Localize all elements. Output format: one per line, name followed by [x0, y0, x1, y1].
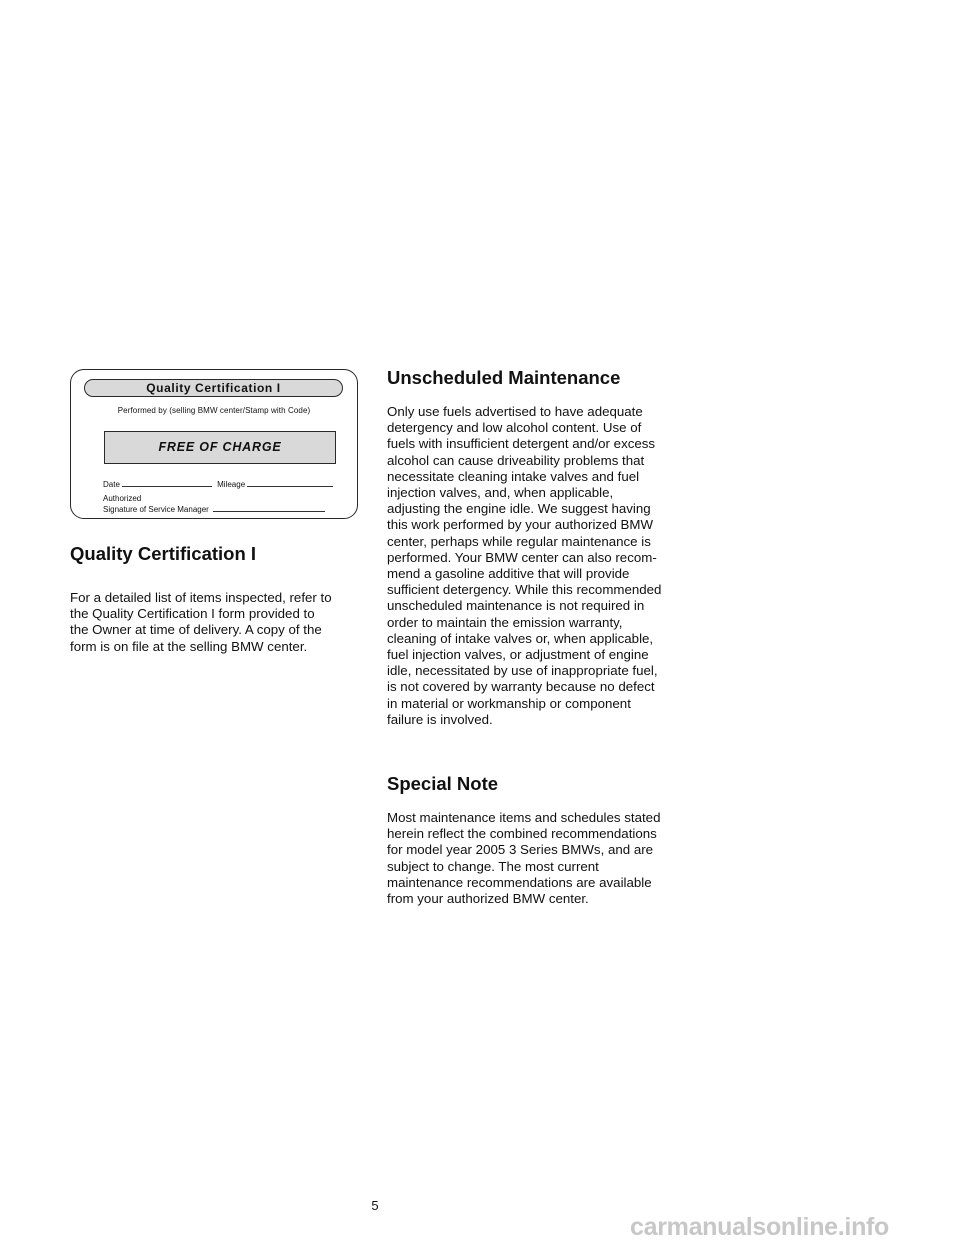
form-subtitle: Performed by (selling BMW center/Stamp with Code): [117, 406, 311, 415]
unscheduled-maintenance-paragraph: [387, 404, 661, 728]
text-line: unscheduled maintenance is not required in: [387, 598, 645, 614]
text-line: injection valves, and, when applicable,: [387, 485, 614, 501]
text-line: detergency and low alcohol content. Use of: [387, 420, 642, 436]
text-line: alcohol can cause driveability problems that: [387, 452, 645, 468]
text-line: order to maintain the emission warranty,: [387, 614, 623, 630]
text-line: Most maintenance items and schedules stated: [387, 810, 661, 825]
date-mileage-row: [103, 478, 333, 489]
form-title: Quality Certification I: [84, 379, 343, 397]
special-note-heading: Special Note: [387, 773, 499, 794]
text-line: fuels with insufficient detergent and/or excess: [387, 436, 656, 452]
watermark: carmanualsonline.info: [630, 1213, 890, 1241]
signature-label: Signature of Service Manager: [103, 505, 209, 514]
text-line: Only use fuels advertised to have adequate: [387, 404, 643, 419]
quality-certification-heading: Quality Certification I: [70, 543, 257, 564]
text-line: this work performed by your authorized BMW: [387, 517, 654, 533]
text-line: herein reflect the combined recommendations: [387, 826, 657, 842]
text-line: center, perhaps while regular maintenance is: [387, 533, 651, 549]
quality-certification-form: [70, 369, 358, 519]
free-of-charge-box: FREE OF CHARGE: [104, 431, 336, 464]
text-line: adjusting the engine idle. We suggest having: [387, 501, 651, 517]
mileage-label: Mileage: [217, 480, 246, 489]
text-line: from your authorized BMW center.: [387, 891, 589, 907]
text-line: maintenance recommendations are available: [387, 874, 652, 890]
text-line: failure is involved.: [387, 711, 493, 727]
text-line: the Owner at time of delivery. A copy of the: [70, 622, 322, 638]
date-label: Date: [103, 480, 120, 489]
text-line: in material or workmanship or component: [387, 695, 631, 711]
quality-certification-paragraph: [70, 590, 332, 655]
text-line: is not covered by warranty because no defect: [387, 679, 655, 695]
text-line: cleaning of intake valves or, when applicable,: [387, 630, 654, 646]
text-line: For a detailed list of items inspected, refer to: [70, 590, 332, 605]
page-number: 5: [371, 1198, 379, 1213]
text-line: fuel injection valves, or adjustment of engine: [387, 647, 649, 663]
date-blank: [122, 478, 212, 487]
special-note-paragraph: [387, 810, 660, 907]
text-line: the Quality Certification I form provided to: [70, 606, 315, 622]
text-line: sufficient detergency. While this recommended: [387, 582, 662, 598]
text-line: performed. Your BMW center can also recom-: [387, 549, 657, 565]
signature-blank: [213, 503, 325, 512]
mileage-blank: [247, 478, 333, 487]
text-line: necessitate cleaning intake valves and fuel: [387, 468, 640, 484]
text-line: subject to change. The most current: [387, 858, 599, 874]
text-line: form is on file at the selling BMW center.: [70, 638, 308, 654]
text-line: for model year 2005 3 Series BMWs, and are: [387, 842, 654, 858]
unscheduled-maintenance-heading: Unscheduled Maintenance: [387, 367, 621, 388]
text-line: mend a gasoline additive that will provide: [387, 566, 630, 582]
authorized-label: Authorized: [103, 494, 142, 503]
signature-row: [103, 503, 325, 514]
text-line: idle, necessitated by use of inappropriate fuel,: [387, 663, 658, 679]
